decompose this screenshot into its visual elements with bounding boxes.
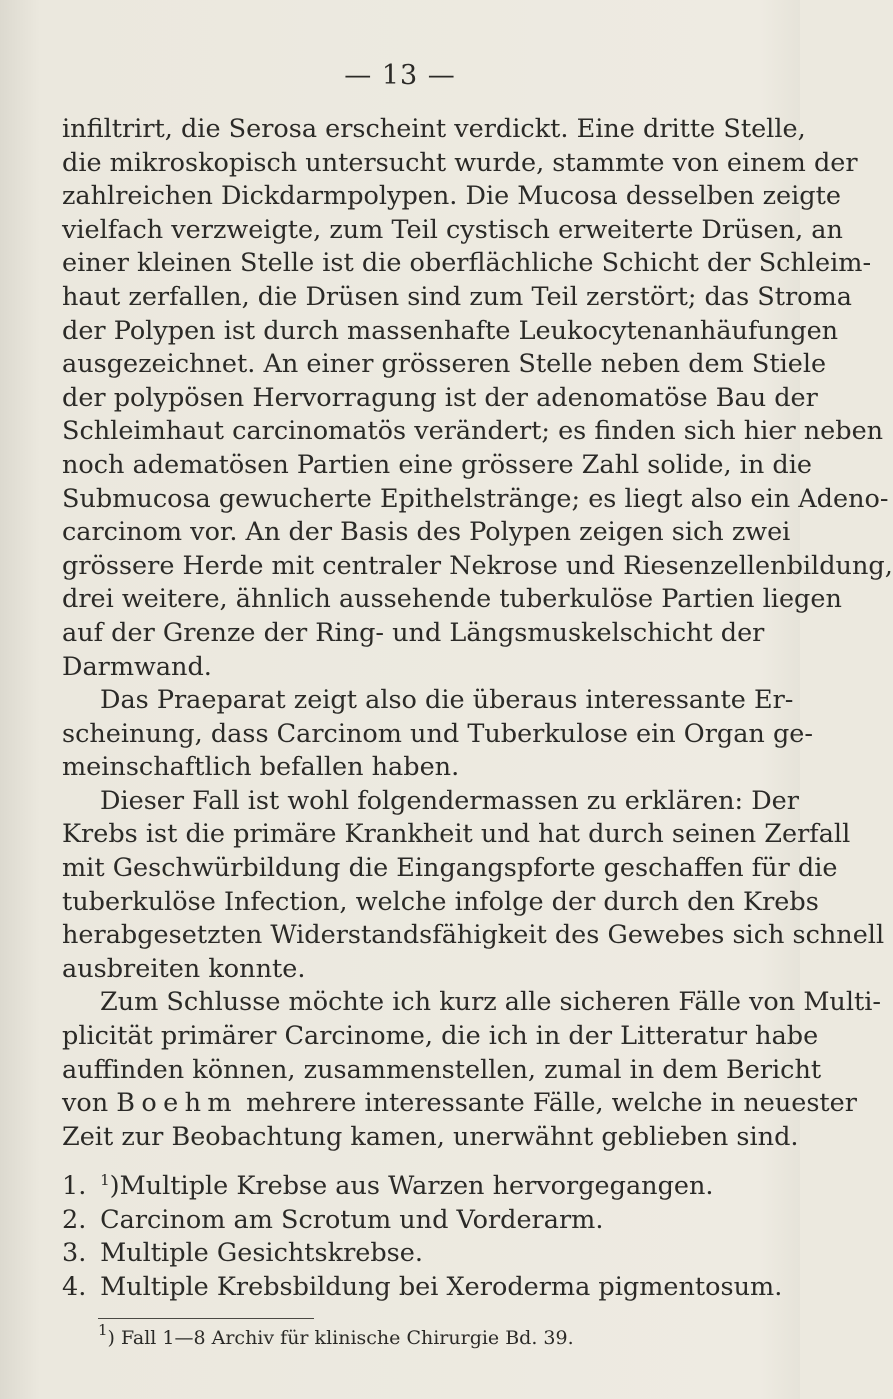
list-text: Carcinom am Scrotum und Vorderarm. (100, 1204, 604, 1235)
text-line: Dieser Fall ist wohl folgendermassen zu erklären: Der (100, 785, 799, 816)
text-fragment: mehrere interessante Fälle, welche in neuester (246, 1088, 857, 1119)
text-line: Zum Schlusse möchte ich kurz alle sicheren Fälle von Multi- (100, 987, 882, 1018)
text-line: haut zerfallen, die Drüsen sind zum Teil zerstört; das Stroma (62, 281, 852, 312)
text-line: carcinom vor. An der Basis des Polypen zeigen sich zwei (62, 517, 791, 548)
list-text: Multiple Krebsbildung bei Xeroderma pigmentosum. (100, 1271, 783, 1302)
case-list (62, 1170, 783, 1304)
text-line: plicität primärer Carcinome, die ich in der Litteratur habe (62, 1021, 819, 1052)
text-line: Darmwand. (62, 651, 212, 682)
text-line: Zeit zur Beobachtung kamen, unerwähnt geblieben sind. (62, 1121, 799, 1152)
list-item (62, 1271, 783, 1305)
author-name: Boehm (116, 1088, 238, 1119)
text-line-boehm (62, 1087, 857, 1121)
footnote (98, 1321, 574, 1349)
page-number: — 13 — (344, 60, 456, 91)
footnote-text: ) Fall 1—8 Archiv für klinische Chirurgie Bd. 39. (107, 1327, 574, 1349)
text-line: auf der Grenze der Ring- und Längsmuskelschicht der (62, 617, 765, 648)
body-text (62, 113, 893, 1154)
footnote-marker: 1 (98, 1321, 108, 1339)
text-line: Submucosa gewucherte Epithelstränge; es liegt also ein Adeno- (62, 483, 889, 514)
text-line: scheinung, dass Carcinom und Tuberkulose ein Organ ge- (62, 718, 813, 749)
list-number: 1. (62, 1171, 87, 1201)
text-line: drei weitere, ähnlich aussehende tuberkulöse Partien liegen (62, 584, 842, 615)
text-line: auffinden können, zusammenstellen, zumal in dem Bericht (62, 1054, 822, 1085)
text-line: Krebs ist die primäre Krankheit und hat durch seinen Zerfall (62, 819, 851, 850)
text-line: Schleimhaut carcinomatös verändert; es finden sich hier neben (62, 416, 884, 447)
text-line: noch adematösen Partien eine grössere Zahl solide, in die (62, 449, 812, 480)
text-line: mit Geschwürbildung die Eingangspforte geschaffen für die (62, 853, 838, 884)
text-line: herabgesetzten Widerstandsfähigkeit des Gewebes sich schnell (62, 920, 885, 951)
text-line: tuberkulöse Infection, welche infolge der durch den Krebs (62, 886, 819, 917)
list-item (62, 1204, 750, 1238)
text-line: ausgezeichnet. An einer grösseren Stelle neben dem Stiele (62, 349, 827, 380)
text-line: Das Praeparat zeigt also die überaus interessante Er- (100, 685, 794, 716)
text-line: meinschaftlich befallen haben. (62, 752, 460, 783)
text-line: der Polypen ist durch massenhafte Leukocytenanhäufungen (62, 315, 839, 346)
text-line: vielfach verzweigte, zum Teil cystisch erweiterte Drüsen, an (62, 214, 843, 245)
text-line: ausbreiten konnte. (62, 953, 306, 984)
list-number: 2. (62, 1204, 87, 1235)
text-fragment: von (62, 1088, 109, 1119)
list-text: )Multiple Krebse aus Warzen hervorgegangen. (109, 1171, 714, 1201)
text-line: einer kleinen Stelle ist die oberflächliche Schicht der Schleim- (62, 248, 872, 279)
footnote-marker: 1 (100, 1171, 110, 1189)
text-line: zahlreichen Dickdarmpolypen. Die Mucosa desselben zeigte (62, 181, 841, 212)
list-text: Multiple Gesichtskrebse. (100, 1238, 423, 1269)
text-line: der polypösen Hervorragung ist der adenomatöse Bau der (62, 382, 818, 413)
text-line: infiltrirt, die Serosa erscheint verdickt. Eine dritte Stelle, (62, 114, 806, 144)
footnote-divider (98, 1318, 314, 1319)
list-number: 4. (62, 1271, 87, 1302)
text-line: die mikroskopisch untersucht wurde, stammte von einem der (62, 147, 858, 178)
list-item (62, 1237, 750, 1271)
list-item (62, 1170, 750, 1204)
text-line: grössere Herde mit centraler Nekrose und Riesenzellenbildung, (62, 550, 893, 581)
list-number: 3. (62, 1238, 87, 1269)
